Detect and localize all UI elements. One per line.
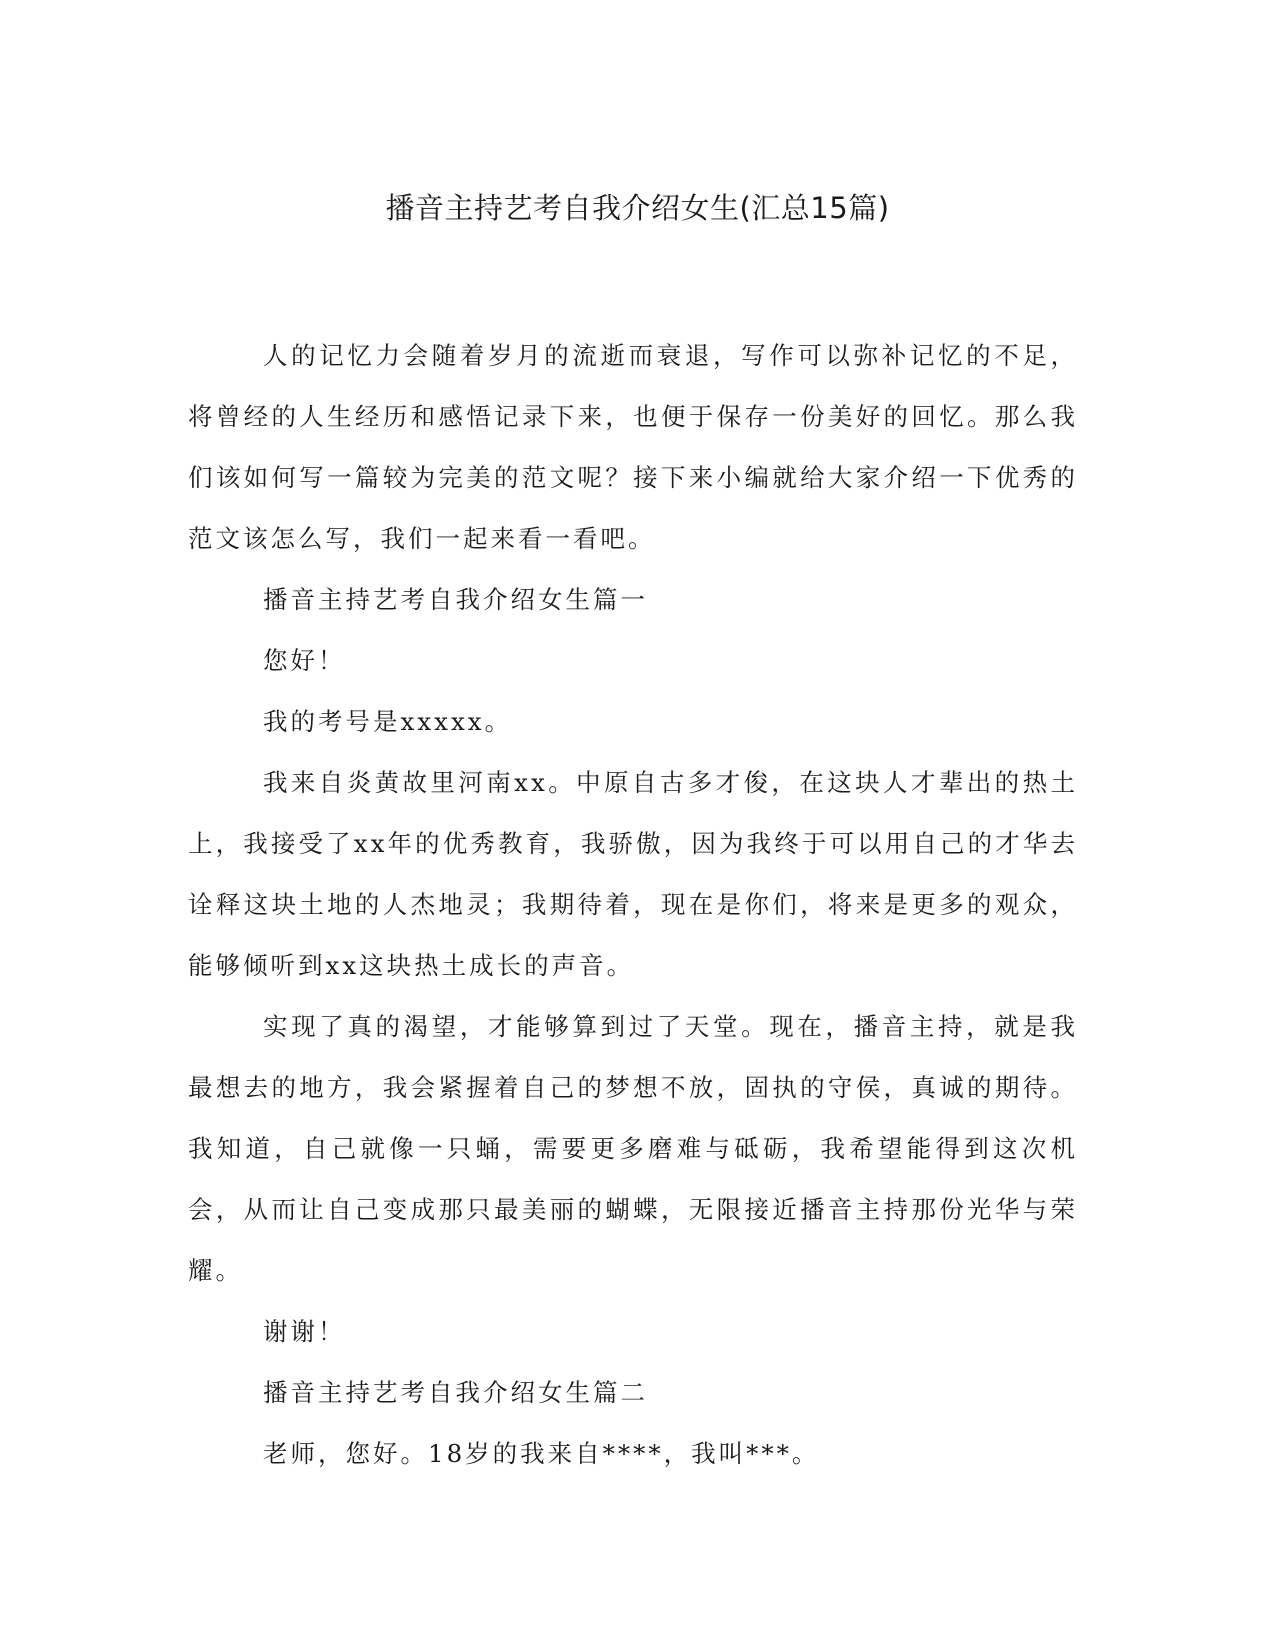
greeting-paragraph: 您好！: [263, 646, 346, 675]
thanks-paragraph: 谢谢！: [263, 1317, 346, 1346]
section-heading-2: 播音主持艺考自我介绍女生篇二: [263, 1378, 648, 1407]
aspiration-paragraph: 实现了真的渴望，才能够算到过了天堂。现在，播音主持，就是我最想去的地方，我会紧握着自己的梦想不放，固执的守侯，真诚的期待。我知道，自己就像一只蛹，需要更多磨难与砥砺，我希望能得到这次机会，从而让自己变成那只最美丽的蝴蝶，无限接近播音主持那份光华与荣耀。: [188, 1012, 1078, 1285]
exam-number-paragraph: 我的考号是xxxxx。: [263, 707, 513, 736]
document-title: 播音主持艺考自我介绍女生(汇总15篇): [385, 191, 890, 225]
section-heading-1: 播音主持艺考自我介绍女生篇一: [263, 585, 648, 614]
document-body: [188, 325, 1078, 1484]
origin-paragraph: 我来自炎黄故里河南xx。中原自古多才俊，在这块人才辈出的热土上，我接受了xx年的优秀教育，我骄傲，因为我终于可以用自己的才华去诠释这块土地的人杰地灵；我期待着，现在是你们，将来是更多的观众，能够倾听到xx这块热土成长的声音。: [188, 768, 1078, 980]
intro-paragraph: 人的记忆力会随着岁月的流逝而衰退，写作可以弥补记忆的不足，将曾经的人生经历和感悟记录下来，也便于保存一份美好的回忆。那么我们该如何写一篇较为完美的范文呢？接下来小编就给大家介绍一下优秀的范文该怎么写，我们一起来看一看吧。: [188, 341, 1078, 553]
section-2-opening-paragraph: 老师，您好。18岁的我来自****，我叫***。: [263, 1439, 820, 1468]
